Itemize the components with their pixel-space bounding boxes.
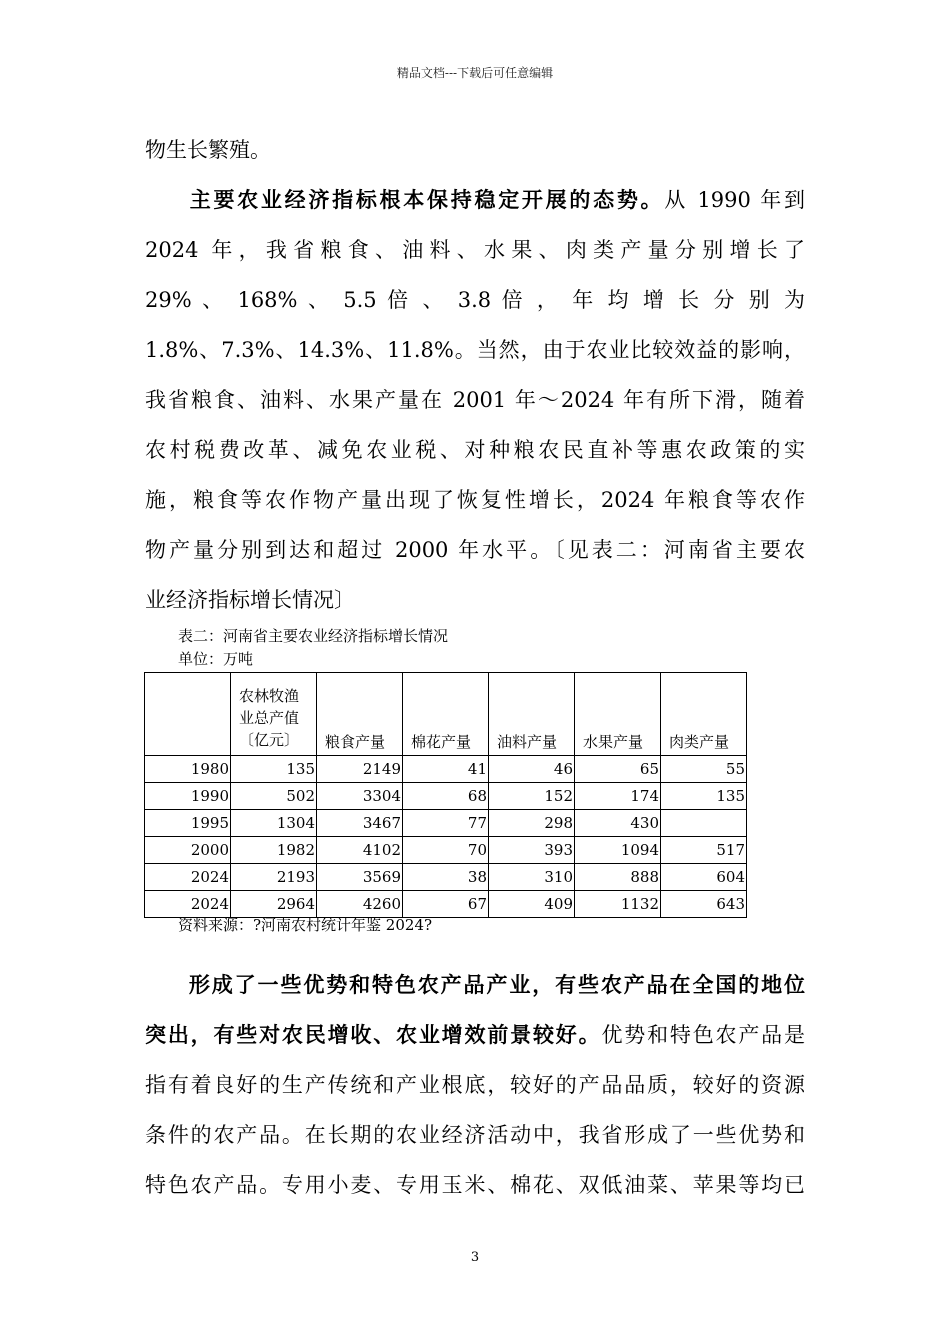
table-cell: 65 <box>575 756 661 783</box>
bold-heading: 主要农业经济指标根本保持稳定开展的态势。 <box>187 187 665 212</box>
table-source: 资料来源：?河南农村统计年鉴 2024? <box>178 916 433 934</box>
header-cell: 肉类产量 <box>661 673 747 756</box>
table-header-row <box>145 673 747 756</box>
indicator-table <box>144 672 747 918</box>
table-cell: 2964 <box>231 891 317 918</box>
table-cell: 1990 <box>145 783 231 810</box>
table-cell: 77 <box>403 810 489 837</box>
text-line: 条件的农产品。在长期的农业经济活动中，我省形成了一些优势和 <box>145 1123 805 1147</box>
table-cell: 517 <box>661 837 747 864</box>
table-cell: 55 <box>661 756 747 783</box>
table-cell: 2024 <box>145 891 231 918</box>
table-cell: 604 <box>661 864 747 891</box>
table-cell: 310 <box>489 864 575 891</box>
paragraph-indicators <box>145 175 805 625</box>
table-cell: 2149 <box>317 756 403 783</box>
text-line: 物生长繁殖。 <box>145 138 271 162</box>
text-line: 物产量分别到达和超过 2000 年水平。〔见表二：河南省主要农 <box>145 538 805 562</box>
table-caption: 表二：河南省主要农业经济指标增长情况 <box>178 627 449 645</box>
table-cell: 152 <box>489 783 575 810</box>
header-cell <box>145 673 231 756</box>
table-cell: 1132 <box>575 891 661 918</box>
header-cell: 农林牧渔业总产值〔亿元〕 <box>231 673 317 756</box>
header-cell: 油料产量 <box>489 673 575 756</box>
table-cell: 46 <box>489 756 575 783</box>
table-row <box>145 810 747 837</box>
table-cell: 1304 <box>231 810 317 837</box>
table-cell: 393 <box>489 837 575 864</box>
table-cell: 430 <box>575 810 661 837</box>
table-cell: 3569 <box>317 864 403 891</box>
text-line <box>145 175 805 225</box>
text-run: 优势和特色农产品是 <box>601 1023 806 1047</box>
bold-heading: 突出，有些对农民增收、农业增效前景较好。 <box>145 1022 602 1047</box>
table-cell: 2193 <box>231 864 317 891</box>
table-cell: 135 <box>661 783 747 810</box>
table-cell: 3304 <box>317 783 403 810</box>
table-cell: 2000 <box>145 837 231 864</box>
table-cell: 888 <box>575 864 661 891</box>
table-cell: 1982 <box>231 837 317 864</box>
text-line: 特色农产品。专用小麦、专用玉米、棉花、双低油菜、苹果等均已 <box>145 1173 805 1197</box>
table-cell: 1980 <box>145 756 231 783</box>
header-cell: 粮食产量 <box>317 673 403 756</box>
table-row <box>145 756 747 783</box>
text-line: 我省粮食、油料、水果产量在 2001 年～2024 年有所下滑，随着 <box>145 388 805 412</box>
table-row <box>145 783 747 810</box>
table-cell: 643 <box>661 891 747 918</box>
text-line: 农村税费改革、减免农业税、对种粮农民直补等惠农政策的实 <box>145 438 805 462</box>
table-cell: 135 <box>231 756 317 783</box>
text-line: 29% 、 168% 、 5.5 倍 、 3.8 倍 ， 年 均 增 长 分 别 为 <box>145 288 805 312</box>
table-cell: 174 <box>575 783 661 810</box>
table-cell: 4102 <box>317 837 403 864</box>
table-unit: 单位：万吨 <box>178 650 254 668</box>
text-line: 指有着良好的生产传统和产业根底，较好的产品品质，较好的资源 <box>145 1073 805 1097</box>
text-line: 业经济指标增长情况〕 <box>145 588 355 612</box>
table-cell: 1094 <box>575 837 661 864</box>
table-cell: 298 <box>489 810 575 837</box>
text-line: 施，粮食等农作物产量出现了恢复性增长，2024 年粮食等农作 <box>145 488 805 512</box>
text-line <box>145 1010 805 1060</box>
table-cell: 1995 <box>145 810 231 837</box>
text-line: 2024 年，我省粮食、油料、水果、肉类产量分别增长了 <box>145 238 805 262</box>
header-cell: 水果产量 <box>575 673 661 756</box>
page-header: 精品文档---下载后可任意编辑 <box>396 66 554 80</box>
table-cell: 38 <box>403 864 489 891</box>
page-number: 3 <box>470 1250 480 1265</box>
table-cell: 67 <box>403 891 489 918</box>
text-run: 从 1990 年到 <box>664 188 806 212</box>
table-cell: 68 <box>403 783 489 810</box>
bold-heading: 形成了一些优势和特色农产品产业，有些农产品在全国的地位 <box>187 972 805 997</box>
paragraph-intro <box>145 125 805 175</box>
table-cell: 502 <box>231 783 317 810</box>
paragraph-specialty-products <box>145 960 805 1210</box>
table-row <box>145 837 747 864</box>
text-line: 1.8%、7.3%、14.3%、11.8%。当然，由于农业比较效益的影响， <box>145 338 805 362</box>
table-cell: 41 <box>403 756 489 783</box>
table-cell: 409 <box>489 891 575 918</box>
table-cell: 4260 <box>317 891 403 918</box>
table-cell <box>661 810 747 837</box>
table-cell: 3467 <box>317 810 403 837</box>
table-row <box>145 864 747 891</box>
text-line <box>145 960 805 1010</box>
table-cell: 70 <box>403 837 489 864</box>
header-cell: 棉花产量 <box>403 673 489 756</box>
table-cell: 2024 <box>145 864 231 891</box>
